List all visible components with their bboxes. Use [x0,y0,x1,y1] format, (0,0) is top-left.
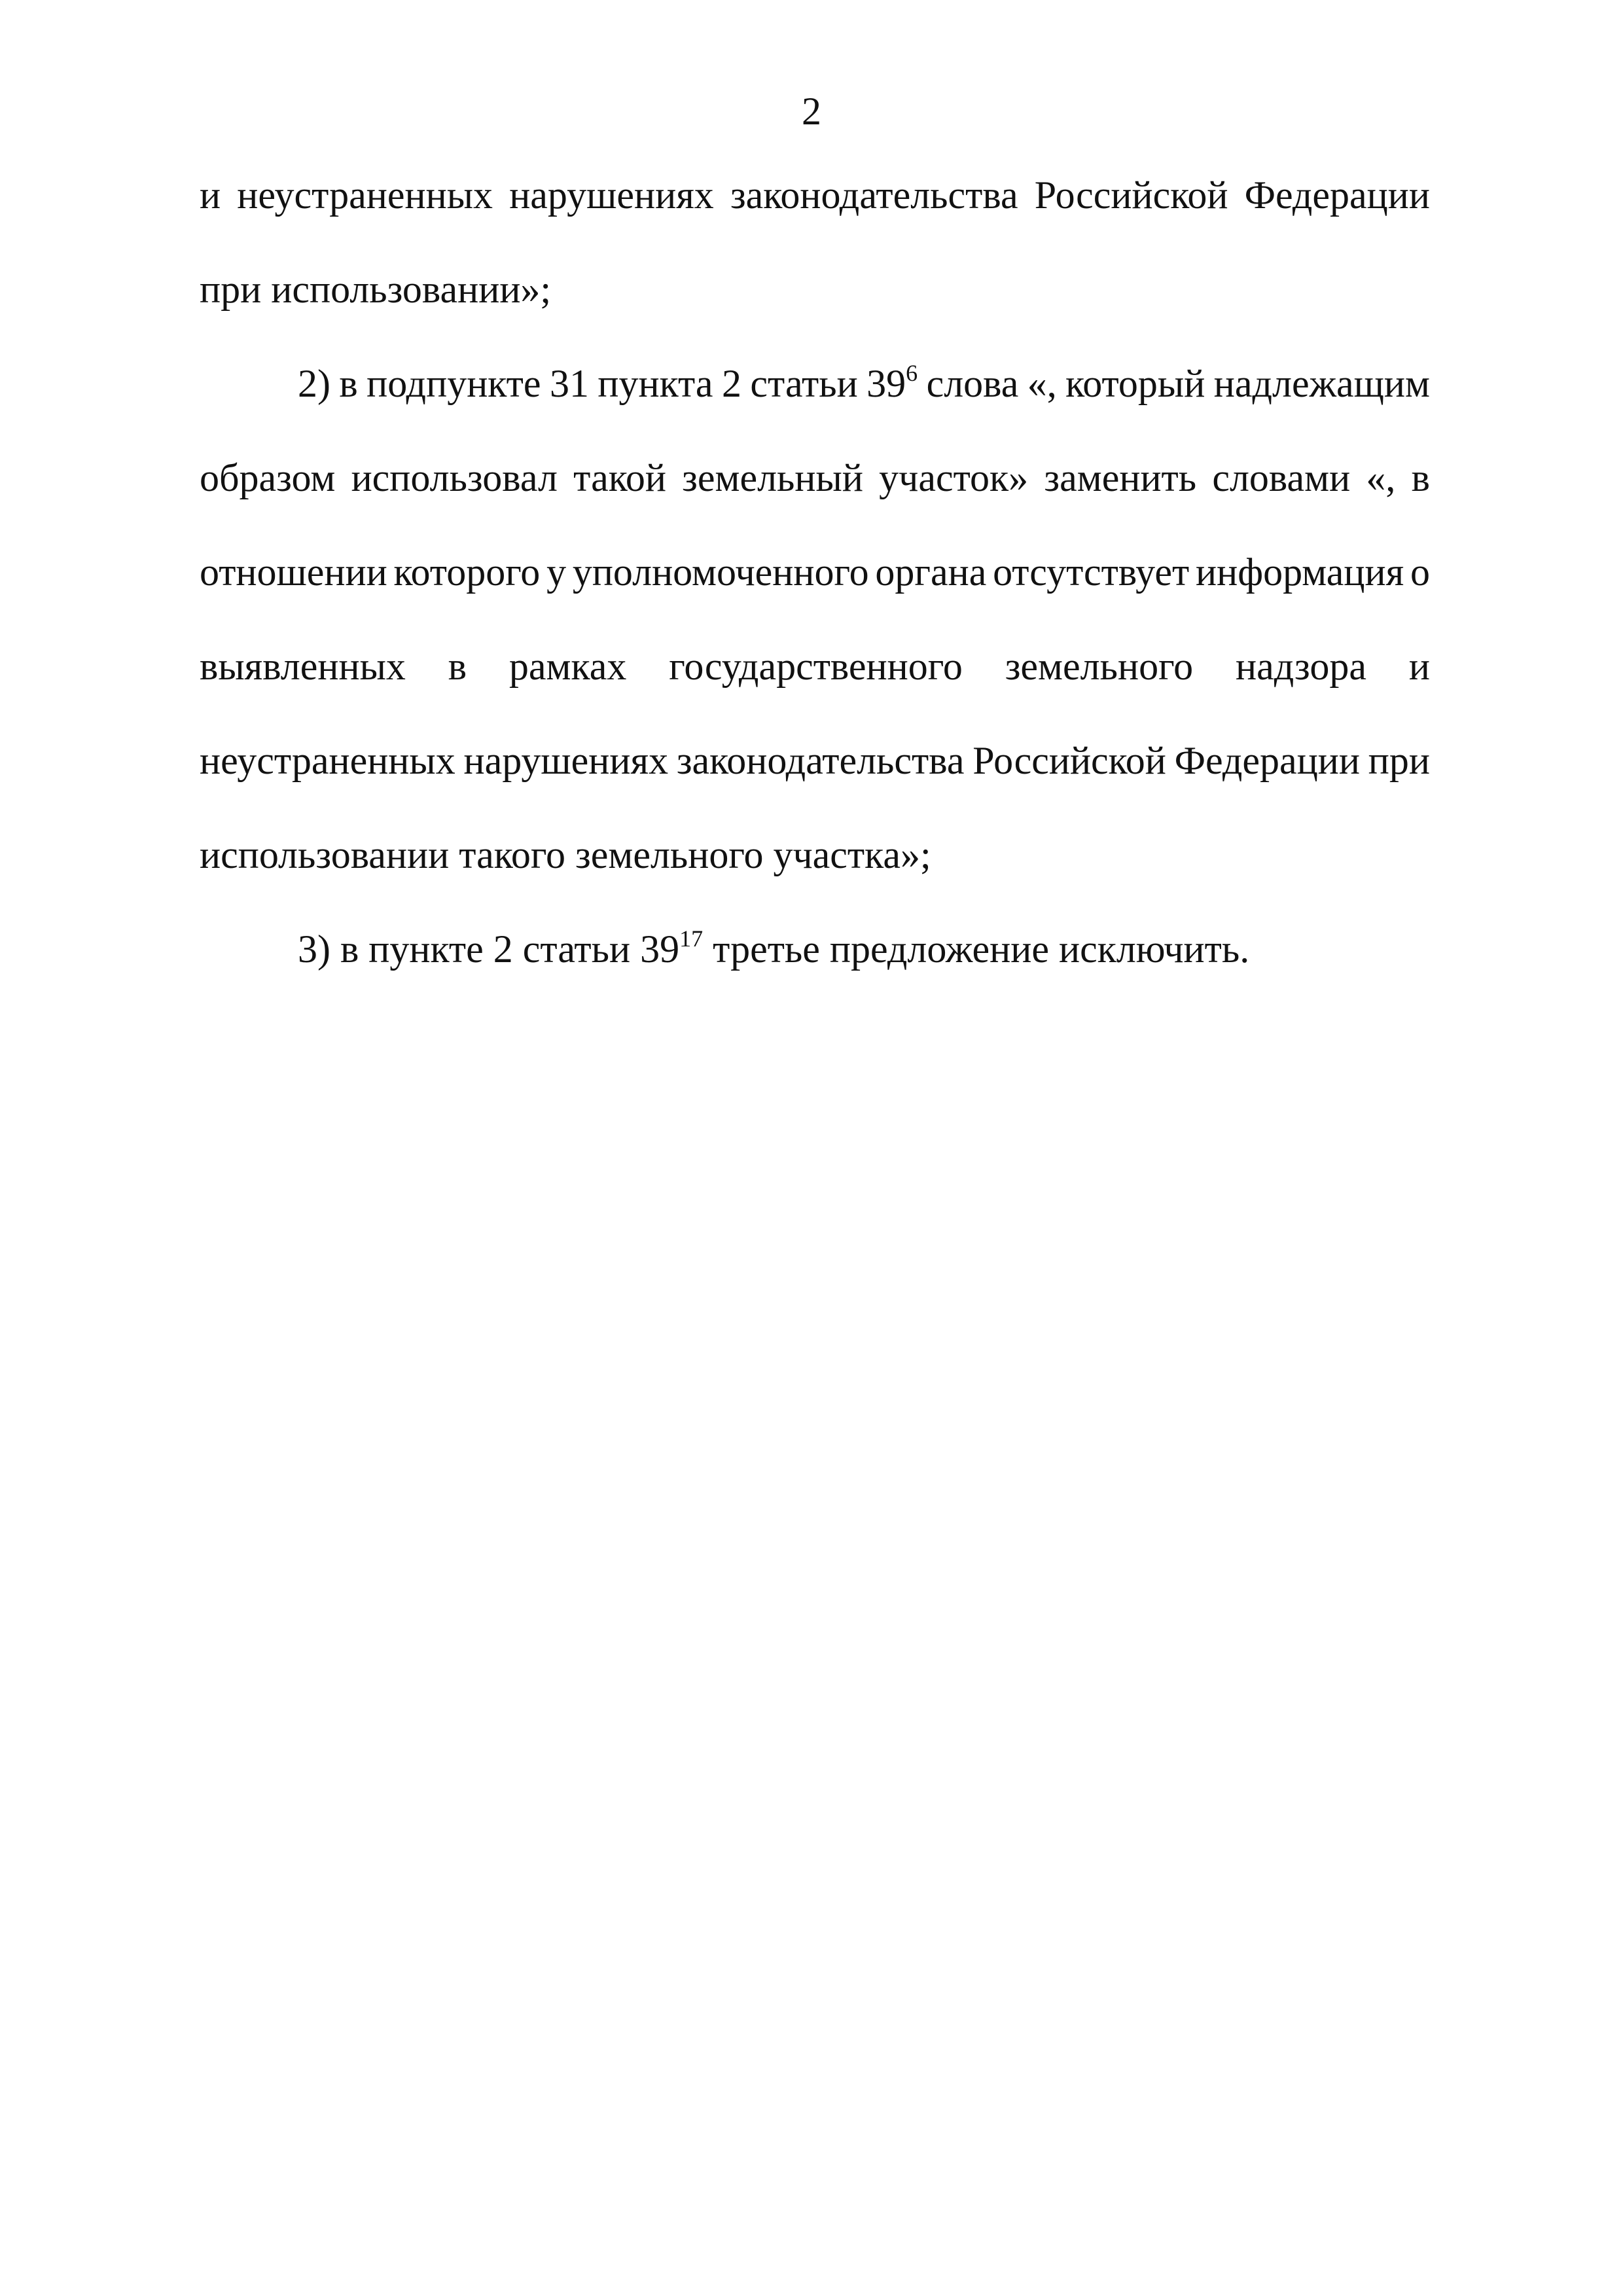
word: государственного [669,645,963,688]
word: «, [1027,362,1057,405]
word: законодательства [676,739,965,782]
word: Российской [1034,173,1228,217]
word: выявленных [200,645,406,688]
word: слова [926,362,1019,405]
word: которого [393,550,541,594]
word: подпункте [366,362,541,405]
word: «, [1366,456,1396,499]
line-text-after-superscript: третье предложение исключить. [703,927,1250,971]
paragraph-2-line-4 [200,647,1430,741]
article-base: 39 [866,362,906,405]
article-number [866,360,918,458]
word: пункта [597,362,713,405]
word: заменить [1044,456,1197,499]
paragraph-2-line-5 [200,741,1430,835]
word: в [448,645,467,688]
word: Федерации [1174,739,1361,782]
word: Федерации [1244,173,1430,217]
word: земельный [682,456,863,499]
word: который [1065,362,1205,405]
word: у [546,550,567,594]
word: в [1411,456,1430,499]
word: использовал [351,456,558,499]
word: и [200,173,221,217]
word: уполномоченного [572,550,869,594]
paragraph-2-line-3 [200,552,1430,647]
word: информация [1196,550,1404,594]
word: 31 [549,362,589,405]
word: 2) [298,362,330,405]
word: участок» [879,456,1029,499]
word: законодательства [730,173,1018,217]
word: о [1410,550,1430,594]
word: при [1368,739,1430,782]
document-body [200,175,1430,1024]
word: рамках [508,645,627,688]
word: такой [573,456,666,499]
word: и [1408,645,1430,688]
article-superscript: 17 [679,925,704,952]
paragraph-2-line-6 [200,835,1430,929]
word: статьи [750,362,858,405]
word: надзора [1236,645,1367,688]
word: словами [1212,456,1351,499]
word: неустраненных [237,173,493,217]
paragraph-2-line-1 [200,360,1430,458]
word: Российской [972,739,1166,782]
line-text: при использовании»; [200,268,552,311]
paragraph-1-line-1 [200,175,1430,270]
paragraph-3-line-1 [200,925,1430,1024]
word: образом [200,456,336,499]
word: нарушениях [463,739,669,782]
word: надлежащим [1213,362,1430,405]
word: земельного [1005,645,1194,688]
paragraph-2-line-2 [200,458,1430,552]
word: отсутствует [993,550,1190,594]
word: органа [875,550,987,594]
page-number: 2 [802,90,821,133]
line-text-before-superscript: 3) в пункте 2 статьи 39 [298,927,680,971]
paragraph-1-line-2 [200,270,1430,364]
word: отношении [200,550,387,594]
line-text: использовании такого земельного участка»; [200,833,931,876]
word: неустраненных [200,739,455,782]
article-superscript: 6 [906,360,918,386]
word: нарушениях [509,173,714,217]
word: в [339,362,358,405]
word: 2 [721,362,741,405]
